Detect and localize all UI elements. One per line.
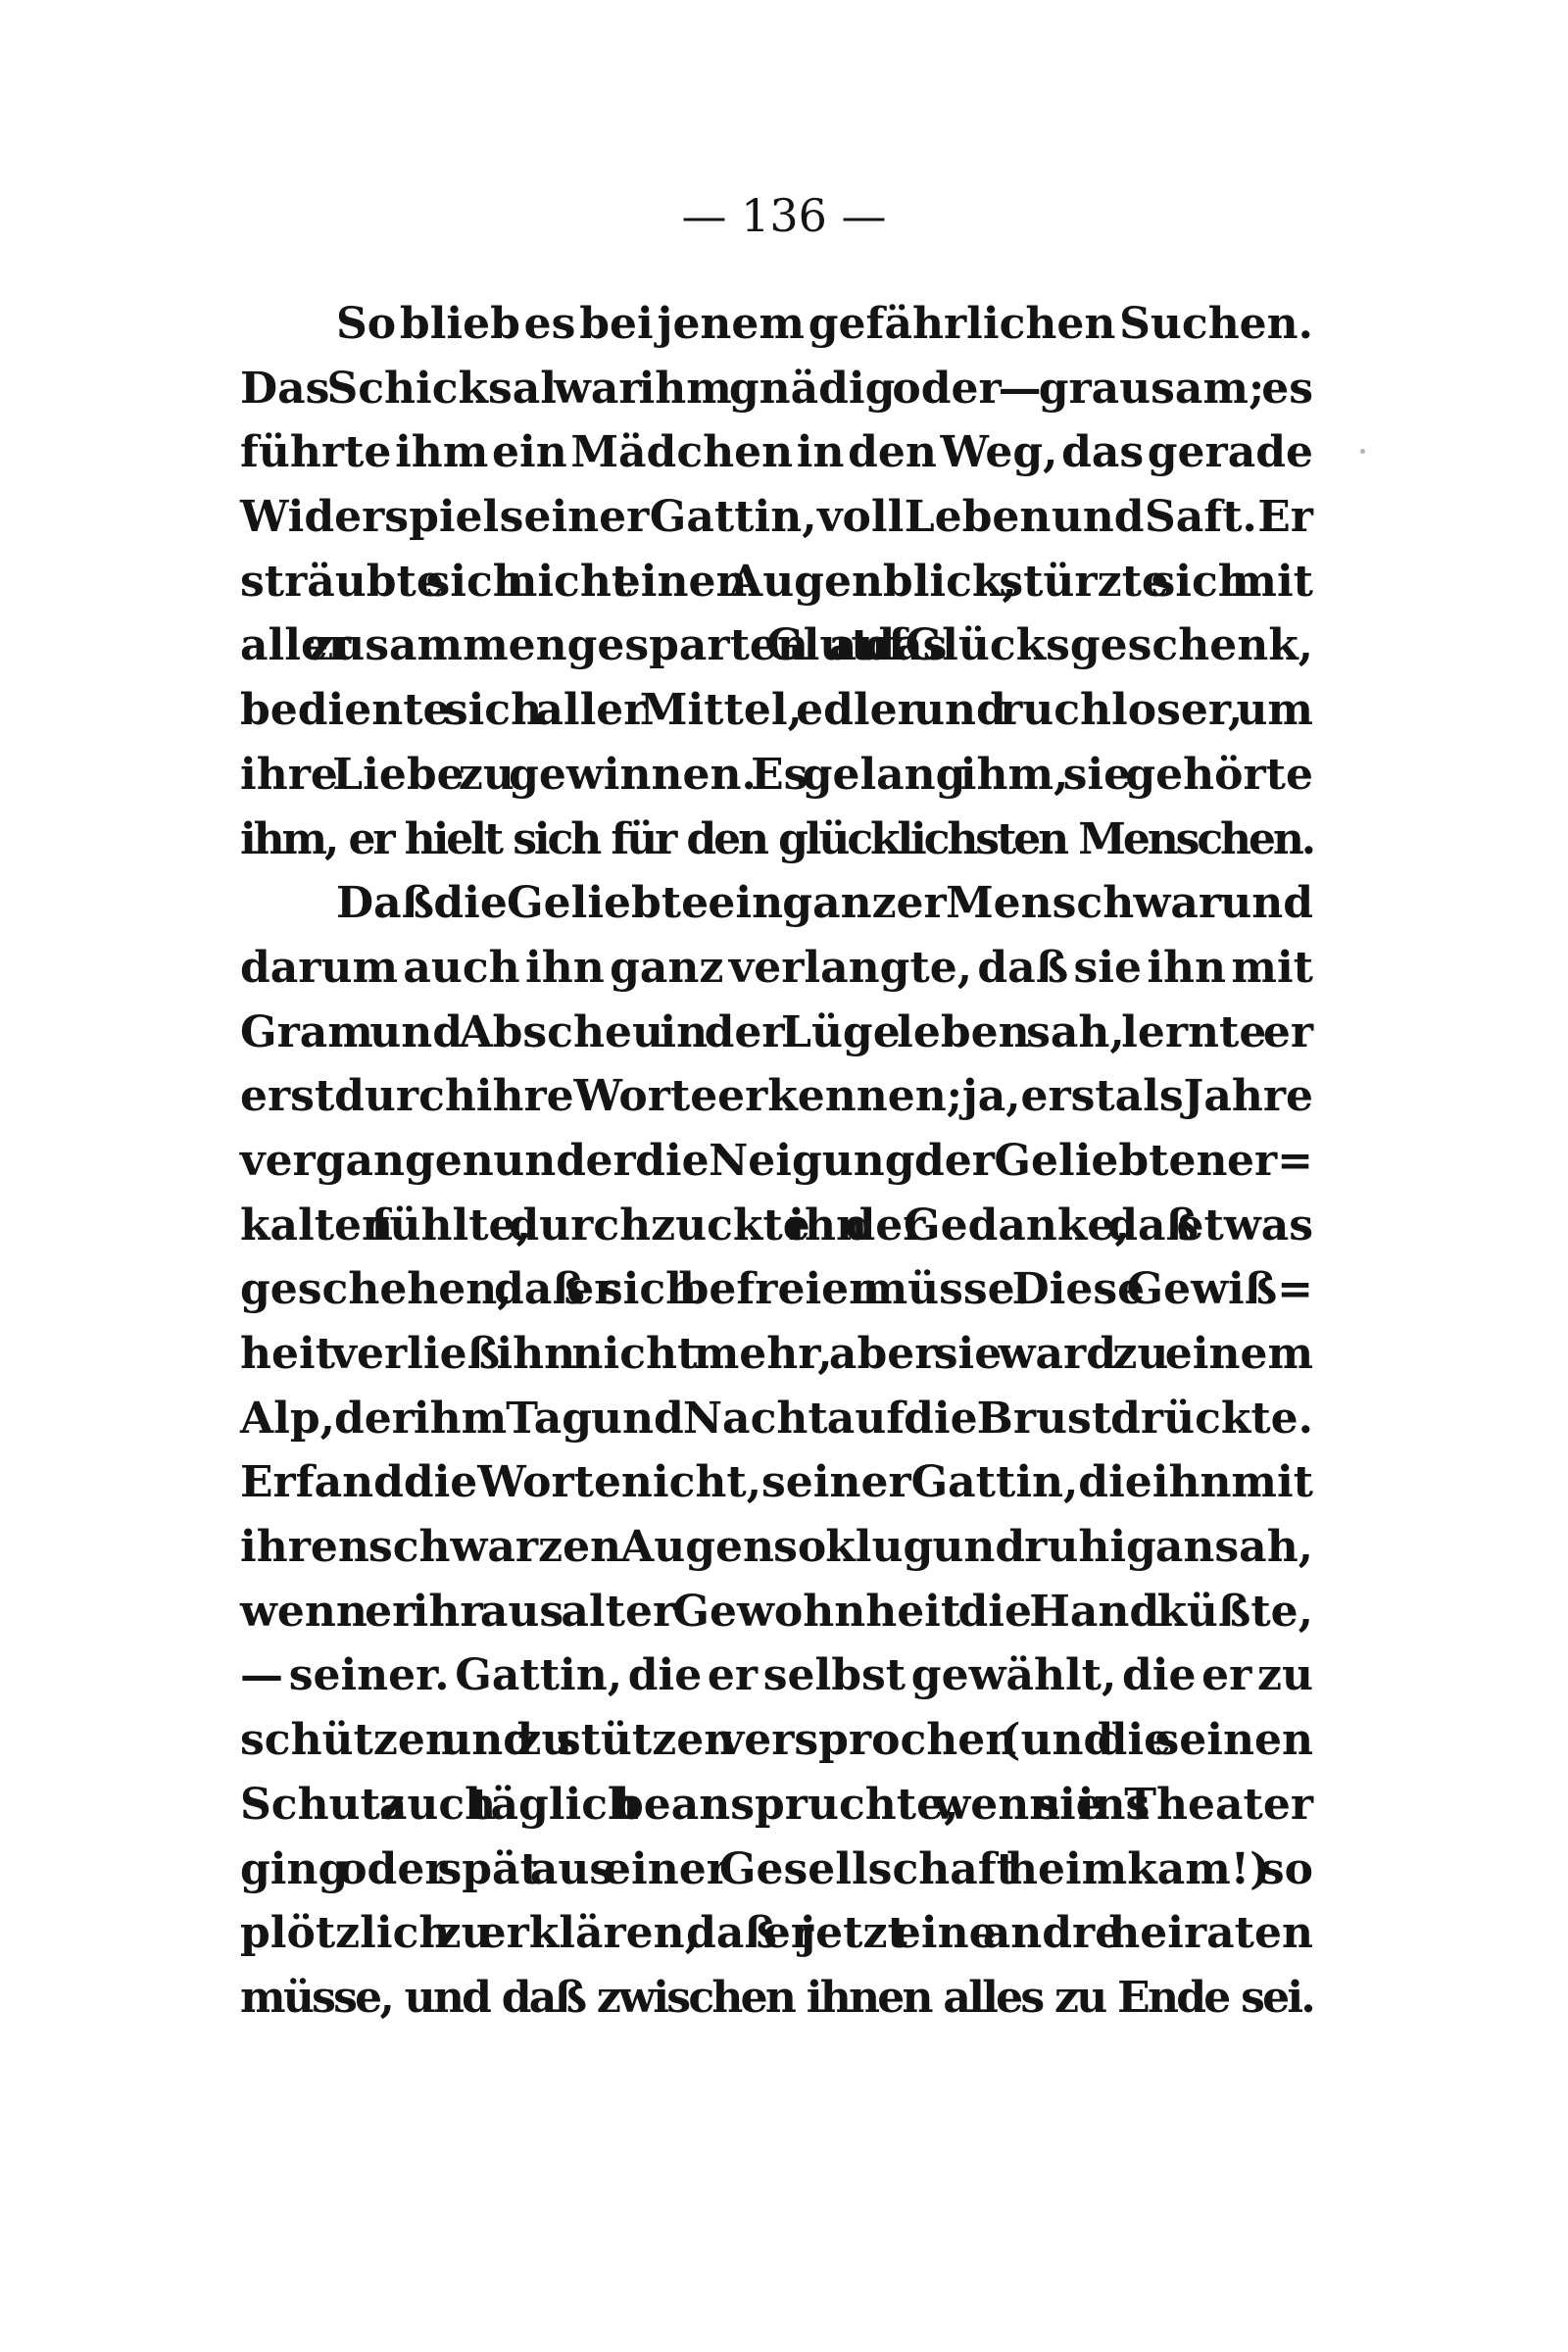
body-text bbox=[240, 292, 1313, 2031]
text-line: ihre Liebe zu gewinnen. Es gelang ihm, sie gehörte bbox=[240, 749, 1313, 800]
text-line: erst durch ihre Worte erkennen; ja, erst als Jahre bbox=[240, 1071, 1313, 1122]
text-line: führte ihm ein Mädchen in den Weg, das gerade bbox=[240, 427, 1313, 478]
text-line: So blieb es bei jenem gefährlichen Suchen. bbox=[336, 299, 1313, 349]
text-line: Er fand die Worte nicht, seiner Gattin, die ihn mit bbox=[240, 1457, 1313, 1508]
text-line: plötzlich zu erklären, daß er jetzt eine andre heiraten bbox=[240, 1908, 1313, 1959]
text-line: ihm, er hielt sich für den glücklichsten Menschen. bbox=[240, 813, 1313, 864]
text-line: geschehen, daß er sich befreien müsse. Diese Gewiß= bbox=[240, 1264, 1313, 1315]
text-line: Das Schicksal war ihm gnädig oder — grausam; es bbox=[240, 363, 1313, 414]
text-line: darum auch ihn ganz verlangte, daß sie ihn mit bbox=[240, 942, 1313, 993]
text-line: sträubte sich nicht einen Augenblick, stürzte sich mit bbox=[240, 556, 1313, 607]
text-line: — seiner. Gattin, die er selbst gewählt, die er zu bbox=[240, 1650, 1313, 1701]
text-line: wenn er ihr aus alter Gewohnheit die Hand küßte, bbox=[240, 1586, 1313, 1637]
text-line: ging oder spät aus einer Gesellschaft heimkam!) so bbox=[240, 1843, 1313, 1894]
text-line: Widerspiel seiner Gattin, voll Leben und Saft. Er bbox=[240, 492, 1313, 543]
text-line: müsse, und daß zwischen ihnen alles zu Ende sei. bbox=[240, 1972, 1313, 2023]
text-line: bediente sich aller Mittel, edler und ruchloser, um bbox=[240, 685, 1313, 736]
paper-speck bbox=[1360, 449, 1365, 454]
text-line: Daß die Geliebte ein ganzer Mensch war und bbox=[336, 878, 1313, 929]
text-line: heit verließ ihn nicht mehr, aber sie ward zu einem bbox=[240, 1329, 1313, 1379]
text-line: ihren schwarzen Augen so klug und ruhig ansah, bbox=[240, 1522, 1314, 1573]
text-line: Alp, der ihm Tag und Nacht auf die Brust drückte. bbox=[240, 1393, 1313, 1444]
page-number: — 136 — bbox=[681, 189, 887, 242]
text-line: kalten fühlte, durchzuckte ihn der Gedanke, daß etwas bbox=[240, 1200, 1313, 1250]
text-line: vergangen und er die Neigung der Geliebten er= bbox=[240, 1135, 1313, 1186]
text-line: Gram und Abscheu in der Lüge leben sah, lernte er bbox=[240, 1006, 1313, 1057]
text-line: Schutz auch täglich beanspruchte, wenn sie ins Theater bbox=[240, 1779, 1313, 1830]
text-line: schützen und zu stützen versprochen (und die seinen bbox=[240, 1715, 1313, 1766]
text-line: aller zusammengesparten Glut auf das Glücksgeschenk, bbox=[240, 620, 1313, 671]
